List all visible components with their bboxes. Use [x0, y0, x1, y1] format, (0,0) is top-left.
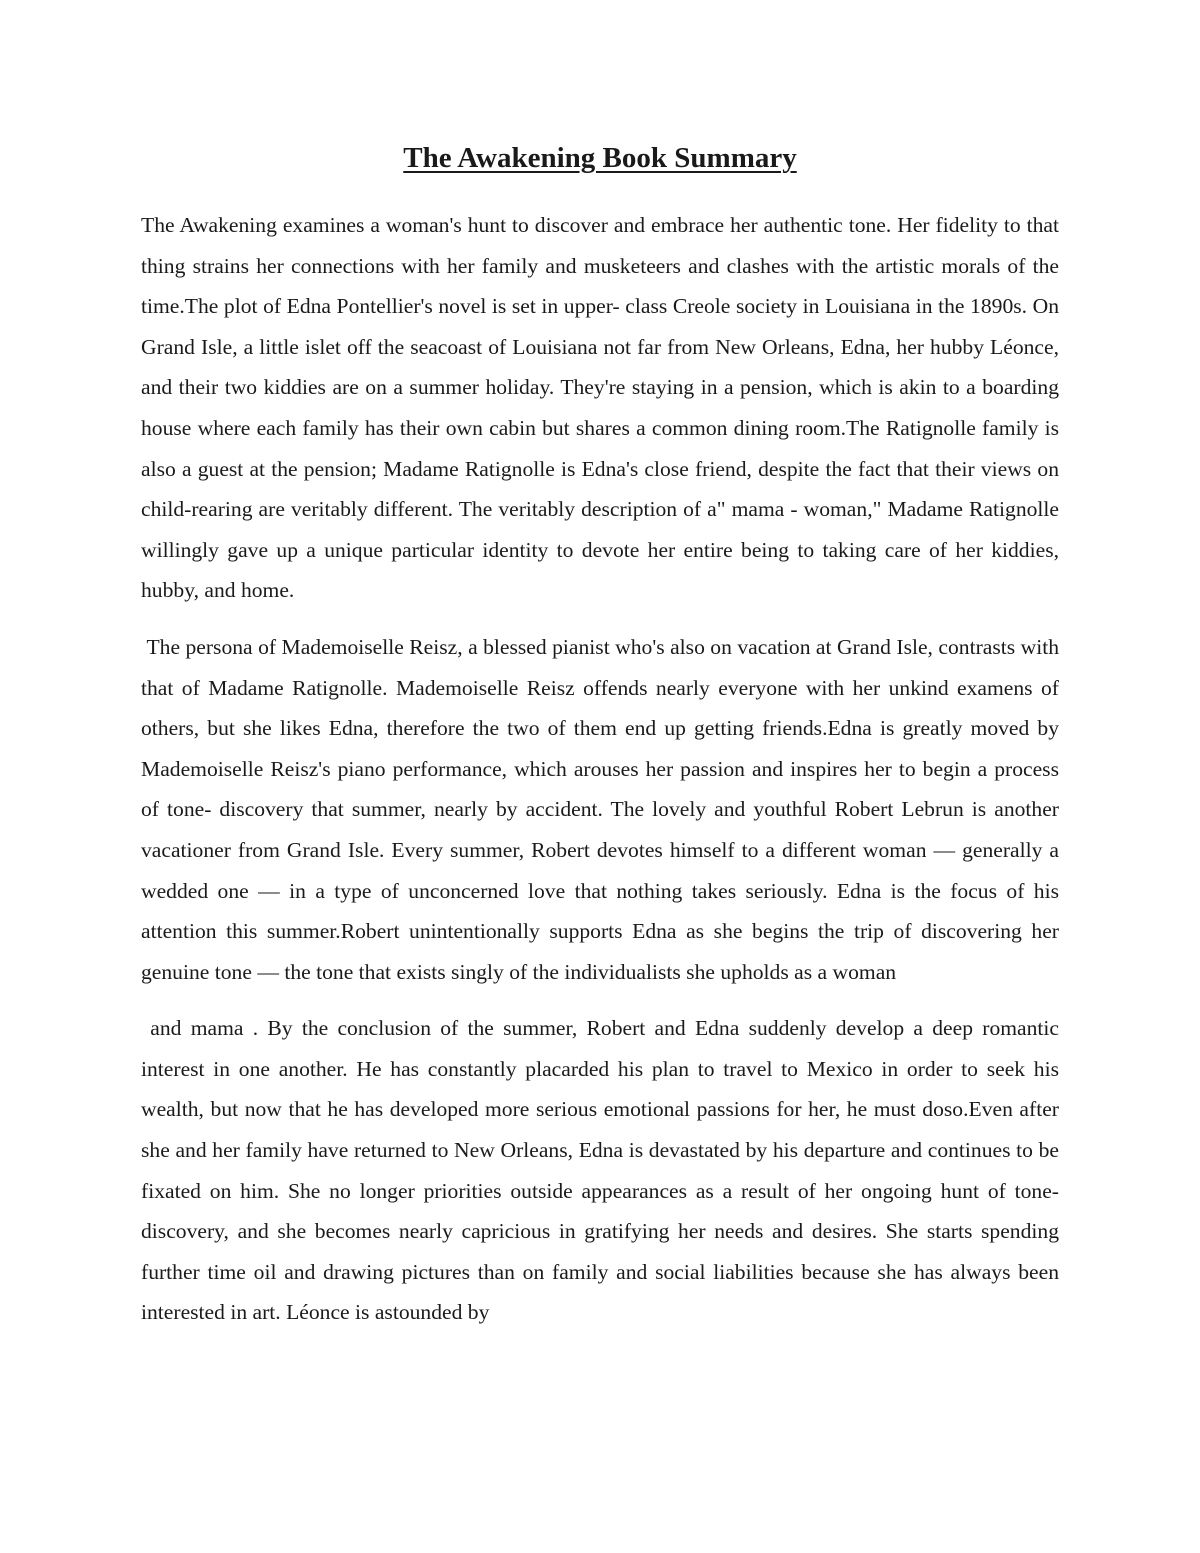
paragraph-1: The Awakening examines a woman's hunt to discover and embrace her authentic tone. Her fidelity to that thing strains her connections with her family and musketeers and clashes with the artistic morals of the time.The plot of Edna Pontellier's novel is set in upper- class Creole society in Louisiana in the 1890s. On Grand Isle, a little islet off the seacoast of Louisiana not far from New Orleans, Edna, her hubby Léonce, and their two kiddies are on a summer holiday. They're staying in a pension, which is akin to a boarding house where each family has their own cabin but shares a common dining room.The Ratignolle family is also a guest at the pension; Madame Ratignolle is Edna's close friend, despite the fact that their views on child-rearing are veritably different. The veritably description of a" mama - woman," Madame Ratignolle willingly gave up a unique particular identity to devote her entire being to taking care of her kiddies, hubby, and home.: [141, 213, 1059, 603]
paragraph-2: The persona of Mademoiselle Reisz, a blessed pianist who's also on vacation at Grand Isle, contrasts with that of Madame Ratignolle. Mademoiselle Reisz offends nearly everyone with her unkind examens of others, but she likes Edna, therefore the two of them end up getting friends.Edna is greatly moved by Mademoiselle Reisz's piano performance, which arouses her passion and inspires her to begin a process of tone- discovery that summer, nearly by accident. The lovely and youthful Robert Lebrun is another vacationer from Grand Isle. Every summer, Robert devotes himself to a different woman — generally a wedded one — in a type of unconcerned love that nothing takes seriously. Edna is the focus of his attention this summer.Robert unintentionally supports Edna as she begins the trip of discovering her genuine tone — the tone that exists singly of the individualists she upholds as a woman: [141, 634, 1065, 984]
document-body: [141, 205, 1065, 1349]
paragraph-3: and mama . By the conclusion of the summer, Robert and Edna suddenly develop a deep romantic interest in one another. He has constantly placarded his plan to travel to Mexico in order to seek his wealth, but now that he has developed more serious emotional passions for her, he must doso.Even after she and her family have returned to New Orleans, Edna is devastated by his departure and continues to be fixated on him. She no longer priorities outside appearances as a result of her ongoing hunt of tone- discovery, and she becomes nearly capricious in gratifying her needs and desires. She starts spending further time oil and drawing pictures than on family and social liabilities because she has always been interested in art. Léonce is astounded by: [141, 1016, 1065, 1325]
document-title: The Awakening Book Summary: [403, 142, 797, 174]
